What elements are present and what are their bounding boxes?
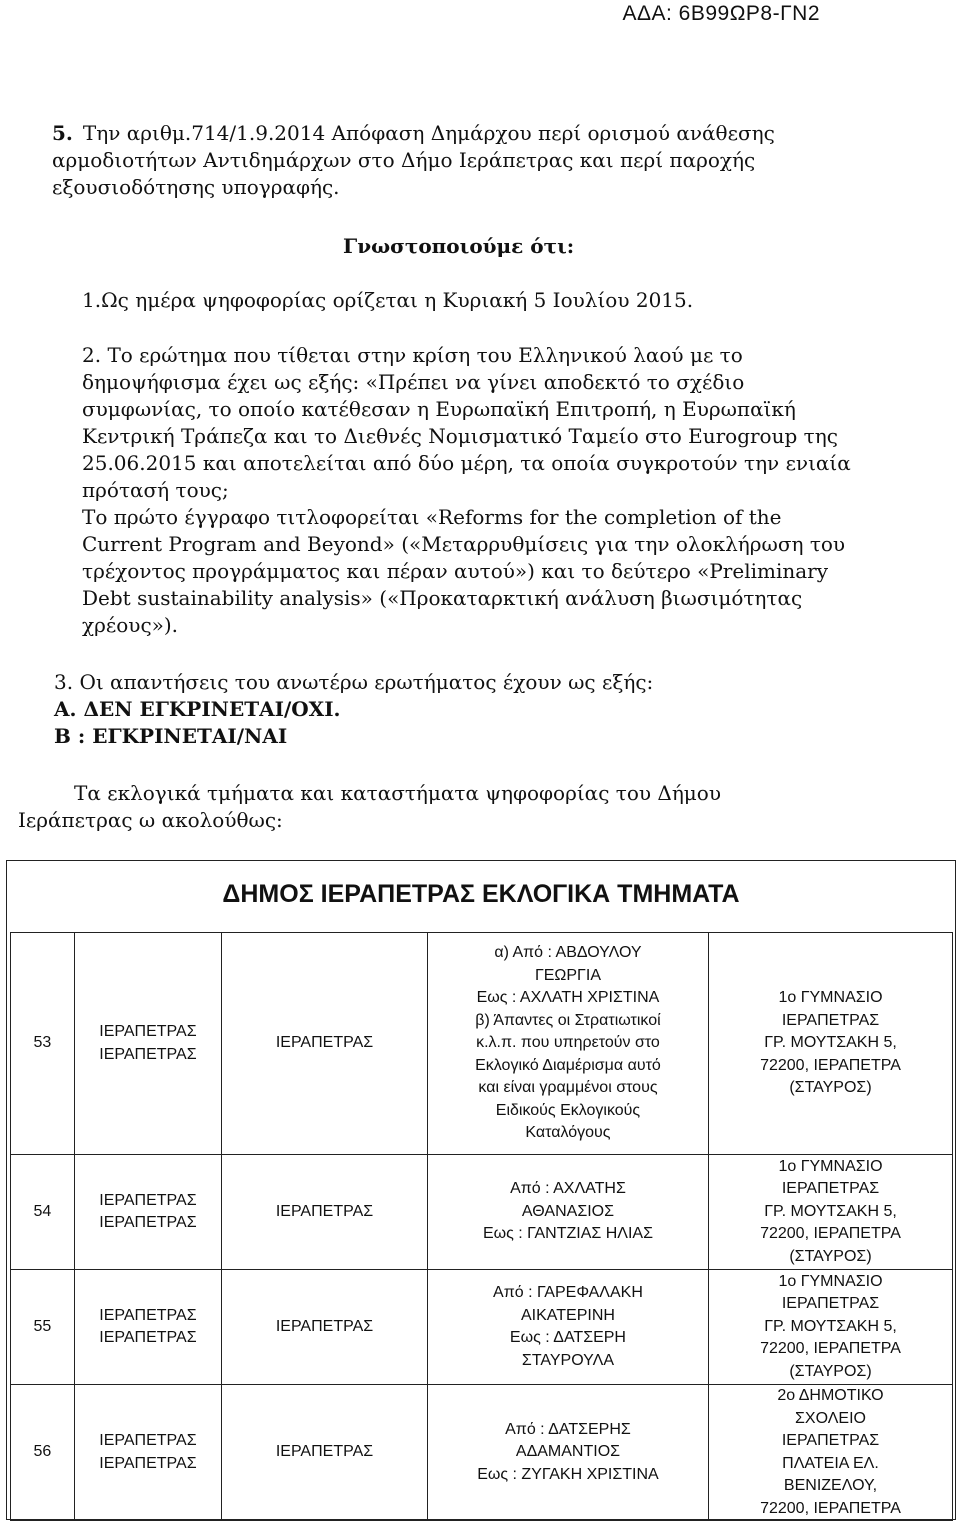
table-title: ΔΗΜΟΣ ΙΕΡΑΠΕΤΡΑΣ ΕΚΛΟΓΙΚΑ ΤΜΗΜΑΤΑ	[222, 880, 740, 908]
district-cell: ΙΕΡΑΠΕΤΡΑΣ	[222, 1270, 428, 1385]
point-2-line-6: πρότασή τους;	[82, 478, 229, 502]
point-2-line-5: 25.06.2015 και αποτελείται από δύο μέρη, τα οποία συγκροτούν την ενιαία	[82, 451, 851, 475]
voters-cell: Από : ΔΑΤΣΕΡΗΣ ΑΔΑΜΑΝΤΙΟΣ Εως : ΖΥΓΑΚΗ ΧΡΙΣΤΙΝΑ	[427, 1385, 708, 1521]
item-5-line-1: Την αριθμ.714/1.9.2014 Απόφαση Δημάρχου περί ορισμού ανάθεσης	[82, 121, 775, 145]
location-cell: 1ο ΓΥΜΝΑΣΙΟ ΙΕΡΑΠΕΤΡΑΣ ΓΡ. ΜΟΥΤΣΑΚΗ 5, 72200, ΙΕΡΑΠΕΤΡΑ (ΣΤΑΥΡΟΣ)	[708, 933, 952, 1155]
ada-code: ΑΔΑ: 6Β99ΩΡ8-ΓΝ2	[622, 2, 820, 25]
location-cell: 2ο ΔΗΜΟΤΙΚΟ ΣΧΟΛΕΙΟ ΙΕΡΑΠΕΤΡΑΣ ΠΛΑΤΕΙΑ ΕΛ. ΒΕΝΙΖΕΛΟΥ, 72200, ΙΕΡΑΠΕΤΡΑ	[708, 1385, 952, 1521]
section-number: 55	[11, 1270, 75, 1385]
section-number: 54	[11, 1155, 75, 1270]
point-2-line-2: δημοψήφισμα έχει ως εξής: «Πρέπει να γίνει αποδεκτό το σχέδιο	[82, 370, 745, 394]
point-3-text: 3. Οι απαντήσεις του ανωτέρω ερωτήματος έχουν ως εξής:	[54, 670, 654, 694]
district-cell: ΙΕΡΑΠΕΤΡΑΣ	[222, 1155, 428, 1270]
voters-cell: Από : ΑΧΛΑΤΗΣ ΑΘΑΝΑΣΙΟΣ Εως : ΓΑΝΤΖΙΑΣ ΗΛΙΑΣ	[427, 1155, 708, 1270]
polling-intro	[18, 780, 918, 834]
table-row	[11, 1385, 953, 1521]
item-5-line-3: εξουσιοδότησης υπογραφής.	[52, 175, 340, 199]
municipality-cell: ΙΕΡΑΠΕΤΡΑΣ ΙΕΡΑΠΕΤΡΑΣ	[74, 1385, 221, 1521]
table-row	[11, 1155, 953, 1270]
point-2-line-1: 2. Το ερώτημα που τίθεται στην κρίση του Ελληνικού λαού με το	[82, 343, 743, 367]
municipality-cell: ΙΕΡΑΠΕΤΡΑΣ ΙΕΡΑΠΕΤΡΑΣ	[74, 933, 221, 1155]
table-row	[11, 933, 953, 1155]
point-2-line-3: συμφωνίας, το οποίο κατέθεσαν η Ευρωπαϊκή Επιτροπή, η Ευρωπαϊκή	[82, 397, 796, 421]
documents-line-3: τρέχοντος προγράμματος και πέραν αυτού») και το δεύτερο «Preliminary	[82, 559, 829, 583]
announce-heading: Γνωστοποιούμε ότι:	[343, 234, 575, 258]
municipality-cell: ΙΕΡΑΠΕΤΡΑΣ ΙΕΡΑΠΕΤΡΑΣ	[74, 1270, 221, 1385]
voters-cell: α) Από : ΑΒΔΟΥΛΟΥ ΓΕΩΡΓΙΑ Εως : ΑΧΛΑΤΗ ΧΡΙΣΤΙΝΑ β) Άπαντες οι Στρατιωτικοί κ.λ.π. που υπηρετούν στο Εκλογικό Διαμέρισμα αυτό και είναι γραμμένοι στους Ειδικούς Εκλογικούς Καταλόγους	[427, 933, 708, 1155]
item-5	[52, 120, 832, 201]
documents-line-1: Το πρώτο έγγραφο τιτλοφορείται «Reforms for the completion of the	[82, 505, 782, 529]
point-2	[82, 342, 922, 504]
point-3	[54, 669, 653, 750]
location-cell: 1ο ΓΥΜΝΑΣΙΟ ΙΕΡΑΠΕΤΡΑΣ ΓΡ. ΜΟΥΤΣΑΚΗ 5, 72200, ΙΕΡΑΠΕΤΡΑ (ΣΤΑΥΡΟΣ)	[708, 1155, 952, 1270]
item-5-line-2: αρμοδιοτήτων Αντιδημάρχων στο Δήμο Ιεράπετρας και περί παροχής	[52, 148, 756, 172]
point-2-documents	[82, 504, 922, 639]
table-row	[11, 1270, 953, 1385]
municipality-cell: ΙΕΡΑΠΕΤΡΑΣ ΙΕΡΑΠΕΤΡΑΣ	[74, 1155, 221, 1270]
location-cell: 1ο ΓΥΜΝΑΣΙΟ ΙΕΡΑΠΕΤΡΑΣ ΓΡ. ΜΟΥΤΣΑΚΗ 5, 72200, ΙΕΡΑΠΕΤΡΑ (ΣΤΑΥΡΟΣ)	[708, 1270, 952, 1385]
item-5-number: 5.	[52, 121, 73, 145]
point-2-line-4: Κεντρική Τράπεζα και το Διεθνές Νομισματικό Ταμείο στο Eurogroup της	[82, 424, 838, 448]
answer-b: Β : ΕΓΚΡΙΝΕΤΑΙ/ΝΑΙ	[54, 724, 288, 748]
intro-line-2: Ιεράπετρας ω ακολούθως:	[18, 808, 283, 832]
documents-line-5: χρέους»).	[82, 613, 179, 637]
district-cell: ΙΕΡΑΠΕΤΡΑΣ	[222, 933, 428, 1155]
intro-line-1: Τα εκλογικά τμήματα και καταστήματα ψηφοφορίας του Δήμου	[74, 781, 721, 805]
polling-sections-table	[10, 932, 953, 1521]
documents-line-4: Debt sustainability analysis» («Προκαταρκτική ανάλυση βιωσιμότητας	[82, 586, 803, 610]
answer-a: Α. ΔΕΝ ΕΓΚΡΙΝΕΤΑΙ/ΟΧΙ.	[54, 697, 341, 721]
voters-cell: Από : ΓΑΡΕΦΑΛΑΚΗ ΑΙΚΑΤΕΡΙΝΗ Εως : ΔΑΤΣΕΡΗ ΣΤΑΥΡΟΥΛΑ	[427, 1270, 708, 1385]
documents-line-2: Current Program and Beyond» («Μεταρρυθμίσεις για την ολοκλήρωση του	[82, 532, 846, 556]
district-cell: ΙΕΡΑΠΕΤΡΑΣ	[222, 1385, 428, 1521]
point-1: 1.Ως ημέρα ψηφοφορίας ορίζεται η Κυριακή 5 Ιουλίου 2015.	[82, 288, 694, 312]
section-number: 56	[11, 1385, 75, 1521]
section-number: 53	[11, 933, 75, 1155]
